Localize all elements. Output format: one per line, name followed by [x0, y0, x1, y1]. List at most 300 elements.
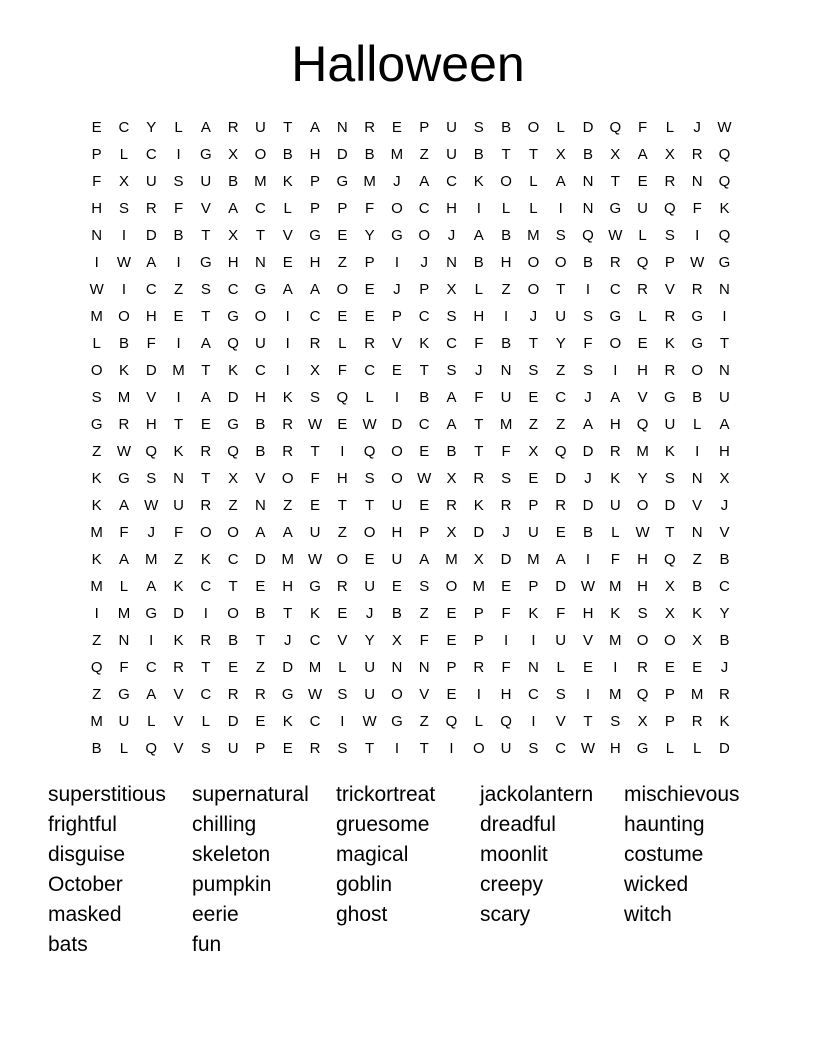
grid-letter: C [446, 335, 457, 352]
grid-letter: B [582, 524, 593, 541]
grid-letter: I [121, 281, 127, 298]
grid-row [83, 627, 743, 654]
grid-letter: P [528, 497, 539, 514]
grid-letter: U [500, 389, 512, 406]
grid-letter: B [692, 578, 703, 595]
grid-letter: S [637, 605, 648, 622]
grid-letter: F [474, 389, 484, 406]
grid-letter: E [282, 254, 293, 271]
word-item: supernatural [192, 783, 309, 806]
grid-letter: M [172, 362, 185, 379]
grid-letter: A [310, 281, 321, 298]
grid-letter: E [446, 632, 457, 649]
grid-row [83, 195, 743, 222]
grid-letter: E [337, 308, 348, 325]
grid-letter: Z [419, 146, 429, 163]
grid-letter: B [719, 551, 730, 568]
grid-letter: G [90, 416, 103, 433]
grid-letter: A [555, 173, 566, 190]
grid-letter: C [555, 389, 567, 406]
grid-letter: E [391, 362, 402, 379]
grid-letter: V [419, 686, 430, 703]
grid-letter: M [527, 551, 540, 568]
grid-letter: X [228, 146, 239, 163]
grid-letter: M [609, 578, 622, 595]
grid-letter: D [391, 416, 403, 433]
word-item: frightful [48, 813, 117, 836]
grid-letter: M [527, 227, 540, 244]
grid-letter: O [391, 470, 403, 487]
grid-letter: D [582, 119, 594, 136]
grid-letter: T [283, 119, 293, 136]
grid-letter: Q [636, 254, 649, 271]
grid-letter: Z [92, 443, 102, 460]
word-item: eerie [192, 903, 239, 926]
grid-letter: T [665, 524, 675, 541]
grid-letter: U [446, 146, 457, 163]
grid-letter: I [149, 632, 154, 649]
grid-letter: X [310, 362, 321, 379]
grid-letter: D [555, 470, 567, 487]
grid-letter: W [307, 686, 323, 703]
grid-letter: A [719, 416, 730, 433]
grid-letter: L [501, 200, 511, 217]
grid-row [83, 573, 743, 600]
grid-letter: Q [636, 416, 649, 433]
grid-letter: S [419, 578, 430, 595]
grid-letter: I [285, 308, 290, 325]
grid-letter: U [255, 335, 266, 352]
grid-letter: X [446, 470, 457, 487]
grid-letter: I [695, 443, 700, 460]
grid-letter: Z [228, 497, 238, 514]
grid-letter: M [609, 686, 622, 703]
grid-letter: I [504, 632, 509, 649]
grid-letter: Q [336, 389, 349, 406]
word-item: masked [48, 903, 122, 926]
grid-letter: Z [337, 254, 347, 271]
grid-letter: V [200, 200, 211, 217]
grid-letter: M [90, 713, 103, 730]
grid-letter: Z [173, 551, 184, 568]
grid-letter: P [310, 200, 321, 217]
grid-letter: L [119, 740, 129, 757]
grid-letter: O [227, 524, 239, 541]
grid-letter: A [473, 227, 484, 244]
grid-letter: F [474, 335, 484, 352]
grid-letter: M [636, 443, 649, 460]
grid-row [83, 681, 743, 708]
grid-letter: E [528, 470, 539, 487]
grid-letter: R [118, 416, 130, 433]
grid-letter: N [582, 200, 594, 217]
grid-letter: I [340, 713, 345, 730]
grid-letter: F [119, 659, 129, 676]
grid-letter: L [693, 740, 702, 757]
grid-letter: Z [501, 281, 511, 298]
grid-letter: R [309, 335, 321, 352]
grid-letter: J [147, 524, 155, 541]
grid-letter: T [528, 335, 538, 352]
grid-row [83, 114, 743, 141]
grid-letter: D [145, 362, 157, 379]
grid-letter: R [282, 443, 294, 460]
grid-letter: E [337, 227, 348, 244]
grid-letter: N [446, 254, 457, 271]
grid-letter: L [201, 713, 210, 730]
grid-row [83, 735, 743, 762]
grid-letter: D [555, 578, 567, 595]
grid-letter: W [116, 254, 132, 271]
grid-letter: R [637, 659, 648, 676]
grid-letter: C [255, 362, 266, 379]
grid-letter: N [255, 497, 266, 514]
grid-letter: L [556, 119, 565, 136]
word-item: costume [624, 843, 704, 866]
grid-letter: M [609, 632, 622, 649]
grid-letter: B [473, 254, 484, 271]
grid-letter: V [391, 335, 402, 352]
word-item: superstitious [48, 783, 166, 806]
grid-letter: X [391, 632, 402, 649]
grid-letter: E [692, 659, 703, 676]
grid-letter: R [664, 362, 676, 379]
grid-letter: W [717, 119, 732, 136]
word-item: goblin [336, 873, 393, 896]
grid-letter: H [227, 254, 239, 271]
grid-letter: A [310, 119, 321, 136]
grid-letter: V [255, 470, 266, 487]
grid-letter: Z [556, 362, 566, 379]
grid-letter: G [309, 227, 321, 244]
grid-letter: X [610, 146, 621, 163]
grid-letter: R [691, 281, 703, 298]
grid-letter: C [527, 686, 539, 703]
grid-letter: N [91, 227, 103, 244]
grid-letter: V [173, 713, 184, 730]
grid-letter: A [555, 551, 566, 568]
grid-letter: K [473, 173, 484, 190]
grid-letter: R [637, 281, 648, 298]
grid-letter: E [446, 605, 457, 622]
grid-letter: R [609, 254, 621, 271]
grid-letter: Z [419, 605, 429, 622]
grid-letter: F [692, 200, 702, 217]
grid-letter: M [117, 605, 131, 622]
grid-letter: W [362, 713, 377, 730]
grid-letter: R [227, 119, 239, 136]
grid-letter: C [200, 578, 212, 595]
grid-letter: N [691, 524, 703, 541]
grid-letter: K [91, 551, 102, 568]
grid-letter: K [282, 389, 293, 406]
grid-letter: V [719, 524, 730, 541]
grid-letter: L [665, 740, 675, 757]
word-item: fun [192, 933, 222, 956]
grid-letter: P [419, 281, 430, 298]
grid-letter: Q [582, 227, 594, 244]
grid-letter: Q [609, 119, 622, 136]
grid-letter: O [90, 362, 103, 379]
grid-letter: M [363, 173, 376, 190]
grid-letter: R [255, 686, 266, 703]
word-item: magical [336, 843, 409, 866]
grid-letter: R [555, 497, 567, 514]
grid-letter: F [310, 470, 320, 487]
grid-letter: O [254, 308, 267, 325]
grid-letter: G [200, 146, 212, 163]
grid-letter: K [118, 362, 129, 379]
grid-letter: K [282, 713, 293, 730]
grid-letter: G [609, 308, 622, 325]
grid-letter: A [146, 686, 157, 703]
grid-letter: F [638, 119, 648, 136]
grid-letter: S [555, 227, 566, 244]
grid-letter: L [174, 119, 183, 136]
grid-letter: C [200, 686, 212, 703]
grid-letter: V [664, 281, 675, 298]
grid-letter: J [720, 659, 729, 676]
grid-letter: T [173, 416, 184, 433]
grid-letter: H [609, 740, 621, 757]
grid-letter: A [419, 551, 430, 568]
grid-letter: M [390, 146, 404, 163]
grid-letter: W [580, 740, 596, 757]
grid-letter: R [364, 335, 376, 352]
grid-letter: H [637, 551, 648, 568]
grid-letter: V [282, 227, 293, 244]
grid-letter: G [254, 281, 267, 298]
grid-letter: X [446, 281, 457, 298]
grid-row [83, 384, 743, 411]
word-item: moonlit [480, 843, 548, 866]
grid-letter: N [391, 659, 403, 676]
grid-letter: Q [554, 443, 567, 460]
grid-letter: L [638, 308, 647, 325]
grid-letter: D [227, 389, 239, 406]
grid-letter: J [475, 362, 483, 379]
grid-letter: G [200, 254, 212, 271]
grid-letter: S [664, 227, 675, 244]
grid-letter: U [637, 200, 648, 217]
grid-letter: T [255, 227, 266, 244]
grid-letter: Z [692, 551, 702, 568]
grid-letter: E [391, 578, 402, 595]
grid-letter: G [336, 173, 349, 190]
grid-row [83, 222, 743, 249]
grid-letter: Z [92, 686, 102, 703]
grid-letter: G [636, 740, 649, 757]
grid-letter: R [364, 119, 376, 136]
grid-letter: J [584, 389, 592, 406]
grid-letter: E [446, 686, 457, 703]
grid-letter: K [310, 605, 321, 622]
grid-letter: K [692, 605, 703, 622]
grid-letter: W [690, 254, 705, 271]
grid-letter: V [337, 632, 348, 649]
grid-letter: I [94, 605, 99, 622]
grid-letter: P [364, 254, 375, 271]
grid-letter: L [119, 146, 129, 163]
grid-letter: S [200, 740, 211, 757]
grid-letter: R [691, 146, 703, 163]
grid-letter: M [690, 686, 704, 703]
grid-letter: B [501, 119, 512, 136]
grid-letter: K [419, 335, 430, 352]
grid-letter: U [200, 173, 212, 190]
grid-letter: B [719, 632, 730, 649]
grid-letter: H [145, 416, 157, 433]
grid-letter: N [118, 632, 130, 649]
grid-letter: B [446, 443, 457, 460]
grid-letter: T [255, 632, 266, 649]
grid-letter: P [664, 254, 675, 271]
grid-letter: Q [500, 713, 512, 730]
grid-letter: C [227, 551, 239, 568]
grid-letter: Z [173, 281, 184, 298]
word-item: trickortreat [336, 783, 436, 806]
grid-letter: T [501, 146, 511, 163]
grid-letter: P [255, 740, 266, 757]
word-item: wicked [624, 873, 689, 896]
grid-letter: J [365, 605, 374, 622]
grid-letter: K [91, 470, 102, 487]
grid-letter: M [281, 551, 294, 568]
grid-letter: E [255, 578, 266, 595]
grid-letter: G [664, 389, 676, 406]
grid-letter: T [337, 497, 347, 514]
word-row [48, 900, 788, 930]
grid-letter: R [173, 659, 184, 676]
grid-letter: A [610, 389, 621, 406]
grid-letter: O [391, 443, 403, 460]
grid-letter: R [609, 443, 621, 460]
grid-letter: G [118, 470, 130, 487]
grid-letter: C [118, 119, 130, 136]
grid-letter: I [531, 713, 536, 730]
grid-letter: N [719, 362, 730, 379]
grid-letter: O [664, 632, 676, 649]
grid-letter: A [419, 173, 430, 190]
grid-letter: P [528, 578, 539, 595]
word-item: mischievous [624, 783, 740, 806]
grid-letter: E [501, 578, 512, 595]
grid-letter: I [558, 200, 563, 217]
grid-letter: R [282, 416, 294, 433]
grid-letter: R [227, 686, 239, 703]
grid-letter: N [527, 659, 539, 676]
grid-letter: G [391, 713, 403, 730]
grid-letter: U [364, 578, 376, 595]
grid-letter: J [283, 632, 292, 649]
grid-letter: D [282, 659, 294, 676]
grid-letter: K [528, 605, 539, 622]
grid-letter: S [364, 470, 375, 487]
grid-row [83, 168, 743, 195]
grid-letter: K [664, 335, 675, 352]
grid-letter: G [691, 308, 704, 325]
grid-letter: W [608, 227, 623, 244]
grid-letter: R [200, 443, 212, 460]
grid-letter: P [473, 605, 484, 622]
grid-letter: K [473, 497, 484, 514]
grid-letter: P [664, 686, 675, 703]
grid-letter: F [610, 551, 620, 568]
grid-letter: K [173, 578, 184, 595]
grid-letter: T [201, 659, 211, 676]
grid-letter: A [637, 146, 648, 163]
grid-letter: C [227, 281, 239, 298]
grid-letter: T [419, 740, 429, 757]
grid-letter: S [610, 713, 621, 730]
grid-letter: Z [92, 632, 102, 649]
grid-letter: O [118, 308, 130, 325]
grid-letter: S [501, 470, 512, 487]
grid-letter: N [582, 173, 594, 190]
grid-letter: B [228, 173, 239, 190]
grid-letter: G [281, 686, 294, 703]
grid-letter: X [664, 605, 675, 622]
grid-letter: C [418, 416, 430, 433]
grid-letter: O [527, 119, 540, 136]
grid-letter: R [691, 713, 703, 730]
grid-letter: V [555, 713, 566, 730]
grid-letter: L [283, 200, 292, 217]
grid-letter: A [200, 335, 211, 352]
grid-letter: Y [364, 632, 375, 649]
grid-letter: S [146, 470, 157, 487]
grid-letter: P [91, 146, 102, 163]
grid-letter: I [285, 362, 290, 379]
grid-letter: R [473, 470, 485, 487]
grid-letter: E [582, 659, 593, 676]
word-item: creepy [480, 873, 544, 896]
grid-letter: B [91, 740, 102, 757]
grid-letter: B [255, 443, 266, 460]
grid-letter: L [119, 578, 129, 595]
grid-letter: J [502, 524, 510, 541]
grid-letter: A [282, 281, 293, 298]
word-item: bats [48, 933, 88, 956]
grid-letter: I [176, 254, 181, 271]
grid-letter: T [283, 605, 293, 622]
grid-letter: H [473, 308, 485, 325]
grid-letter: T [528, 146, 538, 163]
grid-letter: I [613, 362, 618, 379]
grid-letter: I [531, 632, 536, 649]
grid-letter: B [118, 335, 129, 352]
grid-letter: D [336, 146, 348, 163]
grid-letter: L [147, 713, 156, 730]
grid-letter: E [364, 551, 375, 568]
grid-letter: T [583, 713, 593, 730]
grid-letter: W [362, 416, 377, 433]
grid-letter: E [91, 119, 102, 136]
grid-letter: J [420, 254, 428, 271]
grid-letter: N [691, 470, 703, 487]
grid-letter: E [637, 335, 648, 352]
grid-letter: H [637, 362, 648, 379]
grid-letter: Q [90, 659, 103, 676]
grid-letter: H [719, 443, 730, 460]
grid-letter: O [200, 524, 212, 541]
grid-letter: U [364, 659, 376, 676]
grid-letter: J [584, 470, 592, 487]
grid-letter: X [719, 470, 730, 487]
grid-letter: H [637, 578, 648, 595]
word-item: gruesome [336, 813, 430, 836]
grid-letter: C [418, 308, 430, 325]
